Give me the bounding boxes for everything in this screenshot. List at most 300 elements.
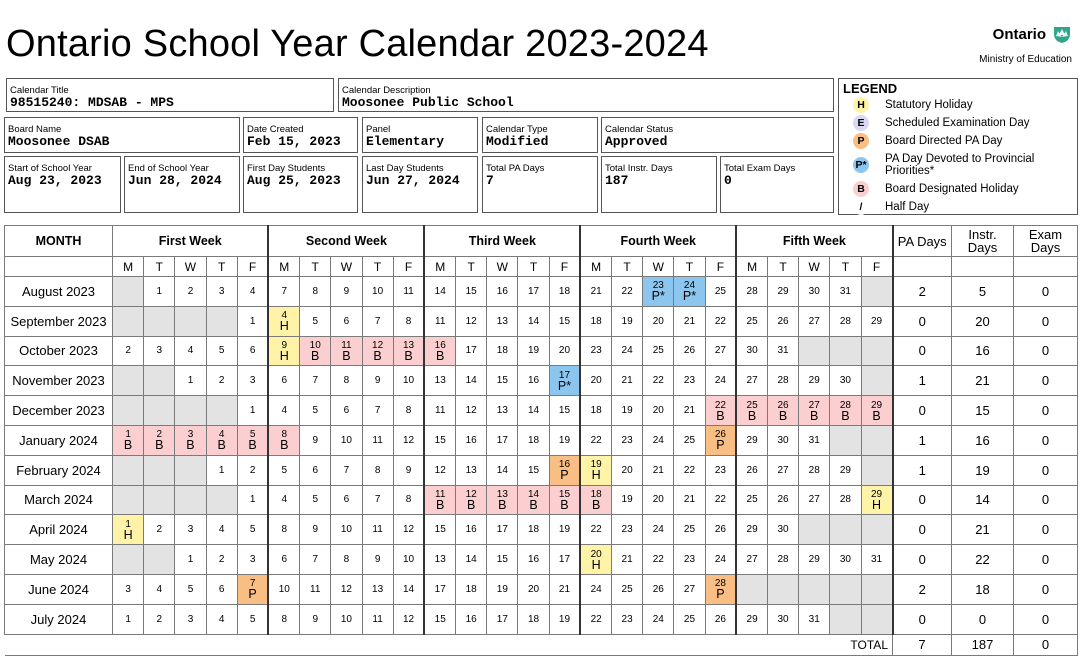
day-cell — [674, 545, 705, 575]
day-cell — [674, 366, 705, 396]
day-number: 23 — [590, 345, 602, 357]
day-code: B — [404, 348, 413, 363]
day-number: 19 — [496, 583, 508, 595]
day-cell — [487, 277, 518, 307]
legend-text: Half Day — [885, 201, 930, 213]
day-number: 19 — [621, 405, 633, 417]
day-cell — [175, 366, 206, 396]
day-number: 11 — [372, 613, 383, 625]
day-letter: W — [643, 257, 674, 277]
instr-days-value: 18 — [952, 574, 1014, 604]
field-label: Calendar Title — [10, 85, 69, 96]
month-name: November 2023 — [5, 366, 113, 396]
day-cell — [705, 277, 736, 307]
exam-days-value: 0 — [1014, 604, 1078, 634]
day-number: 31 — [870, 554, 883, 566]
day-cell — [424, 455, 455, 485]
day-cell — [456, 277, 487, 307]
day-cell — [767, 396, 798, 426]
legend-text: Board Designated Holiday — [885, 183, 1019, 195]
day-cell — [268, 277, 299, 307]
pa-days-header: PA Days — [893, 226, 952, 257]
day-code: B — [560, 497, 569, 512]
day-code: P* — [682, 289, 697, 304]
day-number: 29 — [746, 524, 758, 536]
day-cell — [580, 366, 611, 396]
day-number: 19 — [558, 524, 571, 536]
empty-day-cell — [830, 574, 861, 604]
day-cell — [237, 396, 268, 426]
day-cell — [456, 574, 487, 604]
day-number: 7 — [374, 405, 381, 417]
day-number: 22 — [590, 434, 602, 446]
day-cell — [362, 604, 393, 634]
day-cell — [736, 366, 767, 396]
day-number: 25 — [683, 613, 696, 625]
empty-day-cell — [861, 277, 893, 307]
day-number: 4 — [187, 345, 194, 357]
calendar-status-box — [601, 117, 834, 153]
day-number: 25 — [683, 524, 696, 536]
day-cell — [705, 396, 736, 426]
month-row — [5, 545, 1078, 575]
day-number: 16 — [465, 613, 477, 625]
day-cell — [705, 336, 736, 366]
day-cell — [144, 336, 175, 366]
day-letter-row — [5, 257, 1078, 277]
day-number: 22 — [621, 285, 633, 297]
day-letter: M — [268, 257, 299, 277]
day-code: B — [436, 348, 445, 363]
day-number: 29 — [870, 399, 883, 411]
day-cell — [268, 545, 299, 575]
day-cell — [268, 396, 299, 426]
day-letter: T — [144, 257, 175, 277]
day-cell — [487, 366, 518, 396]
field-label: Total Instr. Days — [605, 163, 673, 174]
exam-days-value: 0 — [1014, 455, 1078, 485]
day-cell — [736, 336, 767, 366]
day-number: 12 — [402, 524, 415, 536]
empty-day-cell — [736, 574, 767, 604]
day-number: 8 — [312, 285, 318, 297]
day-number: 25 — [746, 399, 758, 411]
day-number: 2 — [218, 554, 225, 566]
totals-spacer — [893, 257, 952, 277]
day-cell — [674, 515, 705, 545]
day-number: 27 — [746, 375, 758, 387]
day-number: 24 — [590, 583, 602, 595]
day-cell — [331, 277, 362, 307]
day-number: 17 — [558, 554, 571, 566]
exam-days-header: Exam Days — [1014, 226, 1078, 257]
pa-days-value: 2 — [893, 277, 952, 307]
total-instr-value: 187 — [605, 173, 629, 188]
day-number: 27 — [808, 315, 820, 327]
day-cell — [487, 604, 518, 634]
day-cell — [113, 336, 144, 366]
day-cell — [612, 306, 643, 336]
day-letter: T — [300, 257, 331, 277]
panel-value: Elementary — [366, 134, 445, 149]
exam-days-value: 0 — [1014, 485, 1078, 515]
day-number: 15 — [558, 488, 571, 500]
day-number: 24 — [652, 524, 664, 536]
day-cell — [674, 277, 705, 307]
end-year-value: Jun 28, 2024 — [128, 173, 222, 188]
day-number: 12 — [465, 405, 477, 417]
day-cell — [362, 396, 393, 426]
day-cell — [612, 396, 643, 426]
day-number: 23 — [683, 554, 696, 566]
day-cell — [424, 366, 455, 396]
day-cell — [518, 515, 549, 545]
empty-day-cell — [144, 366, 175, 396]
day-number: 12 — [465, 315, 477, 327]
day-cell — [362, 455, 393, 485]
day-number: 22 — [652, 375, 664, 387]
day-cell — [237, 574, 268, 604]
day-number: 21 — [683, 494, 696, 506]
day-cell — [393, 545, 424, 575]
pa-days-value: 1 — [893, 455, 952, 485]
day-number: 3 — [187, 524, 194, 536]
totals-spacer — [1014, 257, 1078, 277]
day-number: 5 — [312, 405, 318, 417]
day-cell — [705, 485, 736, 515]
totals-spacer — [952, 257, 1014, 277]
total-exam-days: 0 — [1014, 634, 1078, 655]
day-number: 29 — [870, 315, 883, 327]
day-code: B — [342, 348, 351, 363]
day-number: 19 — [621, 315, 633, 327]
day-cell — [268, 515, 299, 545]
day-number: 11 — [435, 405, 446, 417]
pa-days-value: 0 — [893, 306, 952, 336]
week-header-3: Third Week — [424, 226, 580, 257]
day-cell — [237, 366, 268, 396]
day-cell — [331, 425, 362, 455]
day-cell — [393, 425, 424, 455]
day-number: 18 — [496, 345, 508, 357]
day-number: 18 — [465, 583, 477, 595]
day-cell — [237, 306, 268, 336]
day-number: 17 — [465, 345, 477, 357]
day-letter: M — [736, 257, 767, 277]
day-cell — [456, 455, 487, 485]
day-number: 20 — [652, 405, 664, 417]
day-cell — [237, 545, 268, 575]
day-number: 20 — [652, 315, 664, 327]
calendar-body — [5, 277, 1078, 656]
day-cell — [612, 545, 643, 575]
month-row — [5, 306, 1078, 336]
exam-days-value: 0 — [1014, 545, 1078, 575]
pa-days-value: 2 — [893, 574, 952, 604]
day-cell — [799, 277, 830, 307]
day-cell — [424, 515, 455, 545]
day-cell — [268, 574, 299, 604]
month-name: July 2024 — [5, 604, 113, 634]
day-cell — [237, 277, 268, 307]
day-number: 4 — [218, 429, 225, 441]
month-name: April 2024 — [5, 515, 113, 545]
day-number: 20 — [652, 494, 664, 506]
day-cell — [643, 425, 674, 455]
day-number: 19 — [558, 434, 571, 446]
day-code: B — [373, 348, 382, 363]
day-number: 8 — [374, 464, 381, 476]
calendar-type-value: Modified — [486, 134, 549, 149]
day-number: 7 — [312, 375, 318, 387]
day-cell — [393, 485, 424, 515]
day-number: 14 — [434, 285, 446, 297]
empty-day-cell — [113, 485, 144, 515]
day-cell — [487, 336, 518, 366]
legend-text: PA Day Devoted to Provincial Priorities* — [885, 153, 1035, 177]
day-code: B — [778, 408, 788, 423]
day-cell — [612, 485, 643, 515]
day-number: 18 — [527, 434, 540, 446]
month-row — [5, 515, 1078, 545]
day-cell — [175, 425, 206, 455]
day-number: 26 — [714, 524, 726, 536]
day-number: 14 — [527, 488, 540, 500]
day-cell — [674, 336, 705, 366]
day-number: 13 — [402, 339, 415, 351]
empty-day-cell — [113, 396, 144, 426]
day-cell — [362, 485, 393, 515]
day-number: 1 — [187, 554, 194, 566]
day-cell — [643, 574, 674, 604]
day-number: 12 — [402, 434, 415, 446]
day-cell — [580, 396, 611, 426]
day-cell — [113, 515, 144, 545]
day-number: 30 — [777, 524, 789, 536]
day-number: 15 — [434, 524, 446, 536]
day-number: 24 — [652, 613, 664, 625]
day-number: 27 — [714, 345, 726, 357]
month-name: October 2023 — [5, 336, 113, 366]
day-number: 24 — [652, 434, 664, 446]
day-cell — [456, 425, 487, 455]
day-cell — [424, 396, 455, 426]
day-number: 27 — [808, 494, 820, 506]
day-cell — [736, 455, 767, 485]
day-cell — [767, 485, 798, 515]
day-cell — [300, 485, 331, 515]
day-cell — [736, 277, 767, 307]
day-number: 1 — [125, 518, 131, 530]
empty-day-cell — [830, 515, 861, 545]
day-number: 10 — [340, 524, 352, 536]
day-cell — [518, 455, 549, 485]
day-cell — [705, 515, 736, 545]
day-code: P — [716, 587, 725, 602]
day-number: 18 — [590, 405, 602, 417]
day-number: 31 — [777, 345, 789, 357]
day-number: 17 — [496, 434, 508, 446]
day-number: 31 — [808, 613, 820, 625]
day-cell — [424, 425, 455, 455]
empty-day-cell — [799, 515, 830, 545]
day-number: 9 — [312, 434, 318, 446]
day-cell — [206, 515, 237, 545]
date-created-box — [243, 117, 358, 153]
day-number: 29 — [808, 375, 820, 387]
day-number: 2 — [156, 429, 163, 441]
day-cell — [268, 485, 299, 515]
total-instr-box — [601, 156, 717, 213]
total-instr-days: 187 — [952, 634, 1014, 655]
day-cell — [456, 485, 487, 515]
day-cell — [767, 425, 798, 455]
day-cell — [237, 485, 268, 515]
day-letter: F — [237, 257, 268, 277]
day-number: 5 — [249, 524, 256, 536]
day-code: B — [436, 497, 445, 512]
month-row — [5, 366, 1078, 396]
day-number: 29 — [870, 488, 883, 500]
day-number: 9 — [374, 554, 381, 566]
day-letter: T — [362, 257, 393, 277]
day-letter: W — [331, 257, 362, 277]
field-label: Calendar Status — [605, 124, 674, 135]
day-cell — [580, 485, 611, 515]
day-number: 13 — [496, 315, 508, 327]
day-letter: F — [705, 257, 736, 277]
day-cell — [300, 277, 331, 307]
pa-days-value: 0 — [893, 545, 952, 575]
day-number: 13 — [496, 488, 508, 500]
day-cell — [237, 455, 268, 485]
exam-days-value: 0 — [1014, 574, 1078, 604]
day-cell — [643, 545, 674, 575]
day-number: 8 — [343, 375, 350, 387]
day-cell — [612, 455, 643, 485]
day-number: 7 — [249, 578, 256, 590]
day-cell — [300, 306, 331, 336]
day-cell — [799, 545, 830, 575]
day-cell — [580, 604, 611, 634]
empty-day-cell — [144, 485, 175, 515]
day-number: 26 — [746, 464, 758, 476]
day-number: 18 — [590, 488, 602, 500]
day-cell — [767, 306, 798, 336]
day-cell — [331, 485, 362, 515]
day-cell — [362, 425, 393, 455]
day-letter: W — [799, 257, 830, 277]
empty-day-cell — [767, 574, 798, 604]
month-name: December 2023 — [5, 396, 113, 426]
day-cell — [144, 515, 175, 545]
day-number: 15 — [558, 315, 571, 327]
day-cell — [206, 277, 237, 307]
day-cell — [393, 604, 424, 634]
instr-days-value: 20 — [952, 306, 1014, 336]
month-row — [5, 425, 1078, 455]
day-number: 18 — [527, 524, 540, 536]
day-number: 2 — [187, 285, 194, 297]
day-number: 16 — [527, 375, 540, 387]
day-cell — [206, 455, 237, 485]
board-name-box — [4, 117, 240, 153]
day-cell — [549, 306, 580, 336]
day-cell — [362, 515, 393, 545]
instr-days-value: 15 — [952, 396, 1014, 426]
field-label: Start of School Year — [8, 163, 92, 174]
day-number: 21 — [621, 554, 633, 566]
day-number: 23 — [714, 464, 726, 476]
day-number: 1 — [249, 494, 256, 506]
day-number: 19 — [558, 613, 571, 625]
day-cell — [424, 545, 455, 575]
legend-item-half-day — [843, 198, 1073, 216]
day-number: 4 — [156, 583, 163, 595]
pa-days-value: 1 — [893, 425, 952, 455]
day-code: P* — [557, 378, 572, 393]
day-number: 1 — [156, 285, 163, 297]
day-code: B — [217, 438, 226, 453]
month-name: September 2023 — [5, 306, 113, 336]
day-cell — [674, 396, 705, 426]
day-number: 20 — [558, 345, 571, 357]
day-number: 21 — [683, 405, 696, 417]
day-number: 11 — [435, 315, 446, 327]
day-cell — [300, 515, 331, 545]
field-label: Panel — [366, 124, 391, 135]
day-number: 9 — [312, 613, 318, 625]
day-cell — [206, 366, 237, 396]
legend-text: Board Directed PA Day — [885, 135, 1003, 147]
day-number: 1 — [125, 429, 131, 441]
day-cell — [144, 604, 175, 634]
day-number: 9 — [343, 285, 350, 297]
day-code: B — [123, 438, 133, 453]
legend-symbol: H — [853, 97, 869, 113]
day-number: 12 — [434, 464, 446, 476]
day-cell — [424, 336, 455, 366]
day-cell — [736, 515, 767, 545]
day-number: 23 — [652, 280, 664, 292]
day-number: 6 — [343, 494, 350, 506]
empty-day-cell — [113, 306, 144, 336]
day-number: 20 — [527, 583, 540, 595]
day-code: B — [872, 408, 881, 423]
field-label: Calendar Description — [342, 85, 431, 96]
day-cell — [268, 604, 299, 634]
day-number: 11 — [372, 524, 383, 536]
day-cell — [674, 455, 705, 485]
calendar-status-value: Approved — [605, 134, 668, 149]
pa-days-value: 0 — [893, 515, 952, 545]
day-number: 22 — [714, 399, 726, 411]
day-cell — [643, 485, 674, 515]
calendar-title-value: 98515240: MDSAB - MPS — [10, 95, 174, 110]
empty-day-cell — [861, 604, 893, 634]
day-number: 18 — [527, 613, 540, 625]
empty-day-cell — [861, 515, 893, 545]
day-code: B — [810, 408, 819, 423]
day-cell — [830, 545, 861, 575]
day-number: 25 — [746, 494, 758, 506]
exam-days-value: 0 — [1014, 277, 1078, 307]
day-cell — [736, 545, 767, 575]
day-letter: F — [393, 257, 424, 277]
day-cell — [237, 336, 268, 366]
day-number: 21 — [652, 464, 664, 476]
day-number: 3 — [249, 554, 256, 566]
